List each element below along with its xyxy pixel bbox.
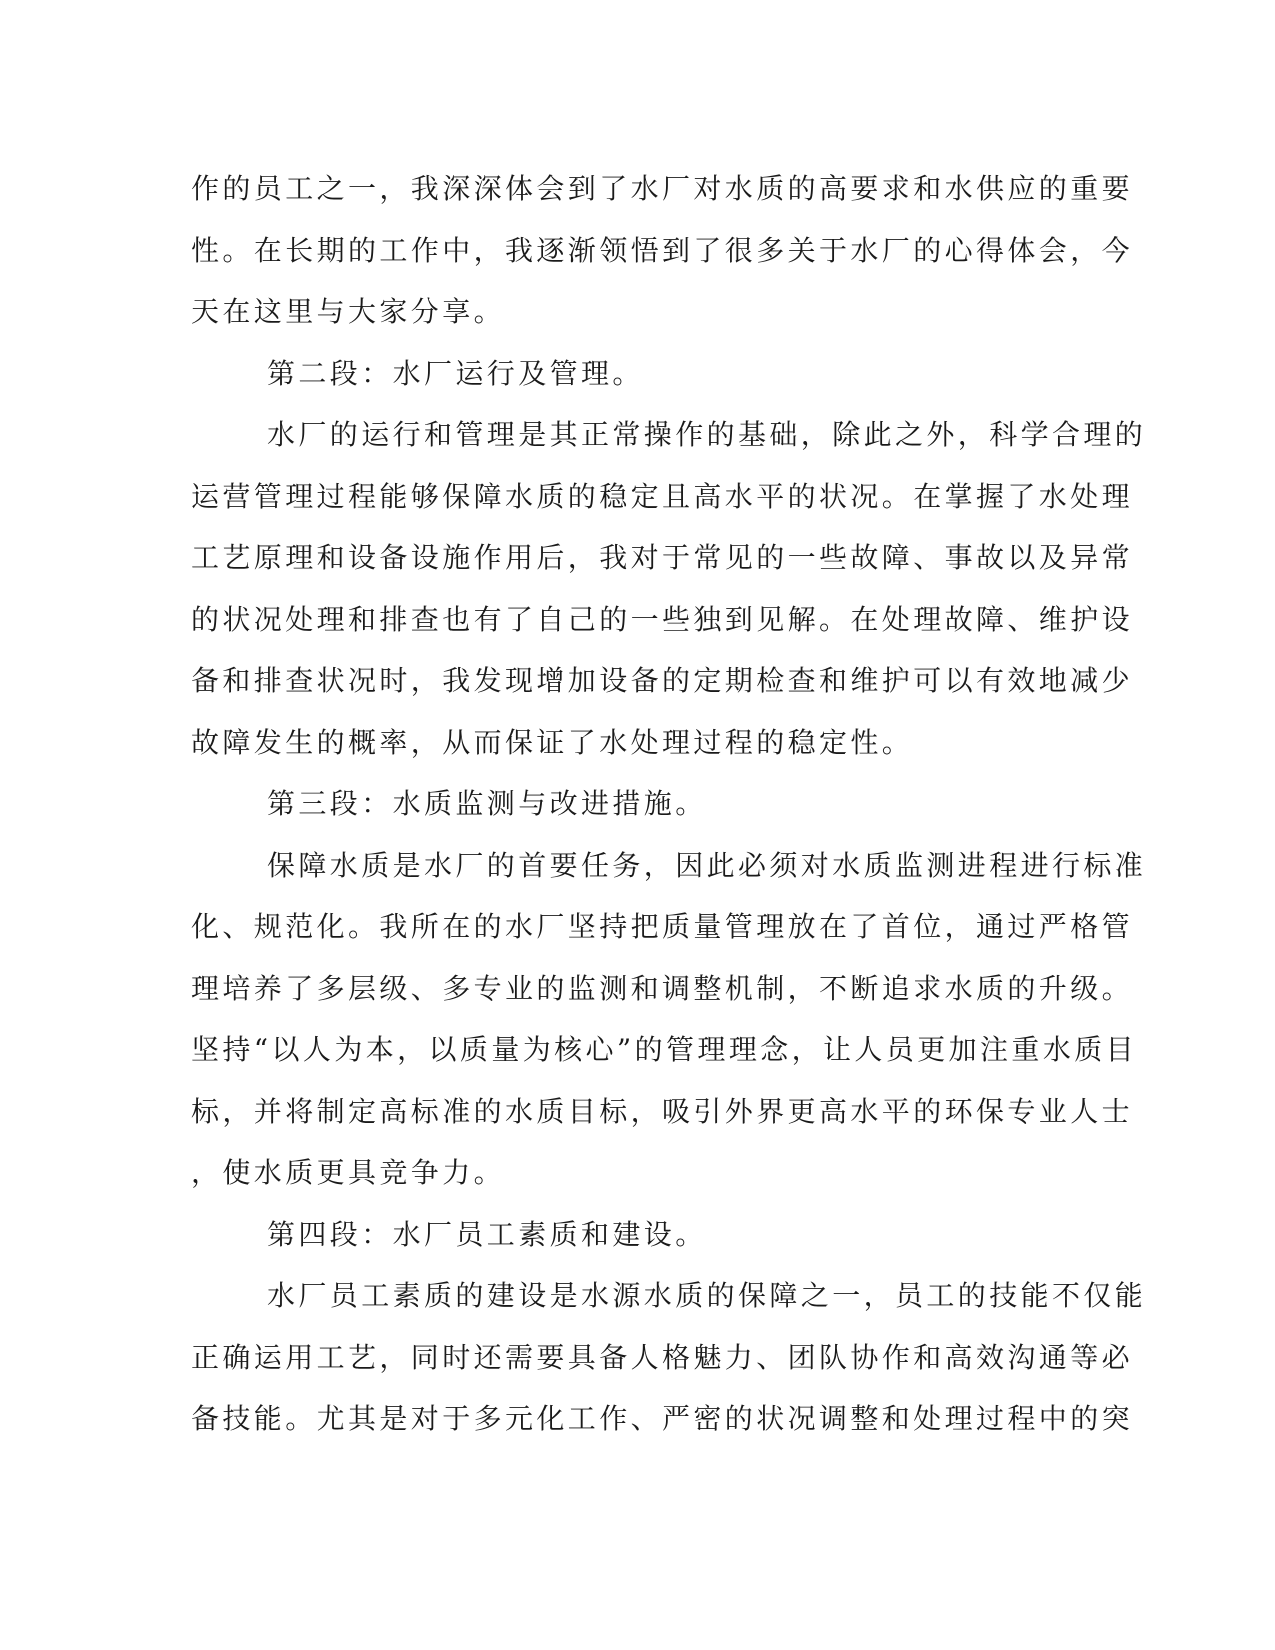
text-line: 备技能。尤其是对于多元化工作、严密的状况调整和处理过程中的突	[191, 1402, 1134, 1435]
text-line: 化、规范化。我所在的水厂坚持把质量管理放在了首位，通过严格管	[191, 910, 1134, 943]
paragraph-start: 保障水质是水厂的首要任务，因此必须对水质监测进程进行标准	[267, 848, 1147, 882]
section-heading-3: 第三段：水质监测与改进措施。	[267, 787, 707, 820]
document-body	[191, 158, 1147, 1450]
text-line: ，使水质更具竞争力。	[191, 1156, 506, 1189]
section-heading-4: 第四段：水厂员工素质和建设。	[267, 1217, 707, 1251]
text-line: 的状况处理和排查也有了自己的一些独到见解。在处理故障、维护设	[191, 602, 1134, 636]
text-line: 性。在长期的工作中，我逐渐领悟到了很多关于水厂的心得体会，今	[191, 233, 1134, 267]
text-line: 工艺原理和设备设施作用后，我对于常见的一些故障、事故以及异常	[191, 541, 1134, 574]
text-line: 标，并将制定高标准的水质目标，吸引外界更高水平的环保专业人士	[191, 1094, 1134, 1128]
text-line: 坚持“以人为本，以质量为核心”的管理理念，让人员更加注重水质目	[191, 1033, 1138, 1066]
text-line: 正确运用工艺，同时还需要具备人格魅力、团队协作和高效沟通等必	[191, 1340, 1134, 1374]
text-line: 天在这里与大家分享。	[191, 295, 506, 328]
section-heading-2: 第二段：水厂运行及管理。	[267, 356, 644, 390]
text-line: 备和排查状况时，我发现增加设备的定期检查和维护可以有效地减少	[191, 664, 1134, 697]
text-line: 故障发生的概率，从而保证了水处理过程的稳定性。	[191, 725, 914, 759]
text-line: 理培养了多层级、多专业的监测和调整机制，不断追求水质的升级。	[191, 971, 1134, 1005]
paragraph-start: 水厂员工素质的建设是水源水质的保障之一，员工的技能不仅能	[267, 1279, 1147, 1312]
paragraph-start: 水厂的运行和管理是其正常操作的基础，除此之外，科学合理的	[267, 418, 1147, 451]
text-line: 运营管理过程能够保障水质的稳定且高水平的状况。在掌握了水处理	[191, 479, 1134, 513]
text-line: 作的员工之一，我深深体会到了水厂对水质的高要求和水供应的重要	[191, 172, 1134, 205]
